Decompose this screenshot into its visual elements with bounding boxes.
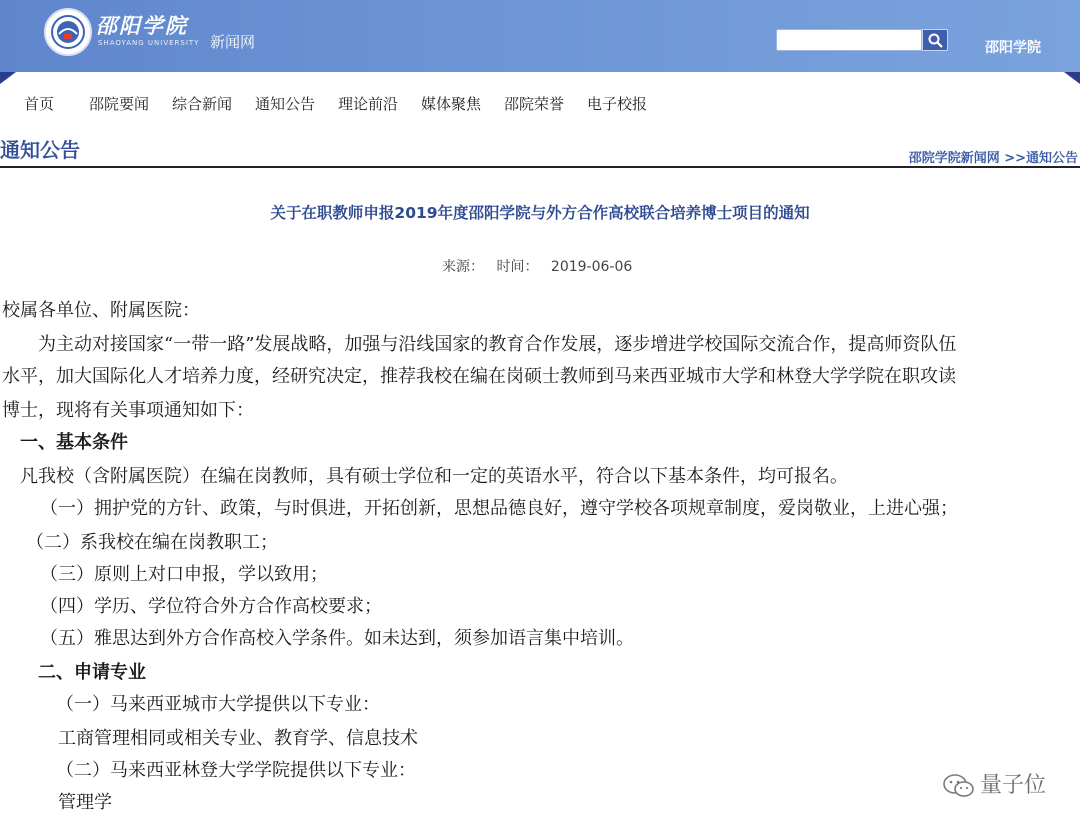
search-input[interactable] [776, 29, 922, 51]
publish-date: 2019-06-06 [550, 259, 633, 275]
breadcrumb[interactable]: 邵院学院新闻网 >>通知公告 [908, 151, 1078, 166]
search-icon [928, 33, 943, 48]
nav-item-home[interactable]: 首页 [24, 95, 55, 113]
nav-item-media[interactable]: 媒体聚焦 [421, 95, 482, 113]
section-title: 通知公告 [0, 138, 80, 162]
body-line: （一）马来西亚城市大学提供以下专业： [56, 694, 380, 715]
nav-item-main-news[interactable]: 邵院要闻 [89, 95, 150, 113]
section-heading: 二、申请专业 [38, 662, 146, 683]
nav-item-theory[interactable]: 理论前沿 [338, 95, 399, 113]
time-label: 时间： [496, 259, 539, 275]
watermark-text: 量子位 [979, 773, 1046, 798]
search-button[interactable] [922, 29, 948, 51]
body-line: 为主动对接国家“一带一路”发展战略，加强与沿线国家的教育合作发展，逐步增进学校国际交流合作，提高师资队伍 [38, 334, 957, 355]
body-line: （三）原则上对口申报，学以致用； [40, 564, 328, 585]
article-title: 关于在职教师申报2019年度邵阳学院与外方合作高校联合培养博士项目的通知 [270, 204, 810, 222]
nav-item-general-news[interactable]: 综合新闻 [172, 95, 233, 113]
source-label: 来源： [442, 259, 484, 275]
wechat-icon [942, 773, 976, 799]
body-line: 博士，现将有关事项通知如下： [2, 400, 254, 421]
body-line: （一）拥护党的方针、政策，与时俱进，开拓创新，思想品德良好，遵守学校各项规章制度，爱岗敬业，上进心强； [40, 498, 958, 519]
body-line: （二）马来西亚林登大学学院提供以下专业： [56, 760, 416, 781]
body-line: 校属各单位、附属医院： [2, 300, 200, 321]
article-meta [442, 256, 640, 276]
logo-chinese-name: 邵阳学院 [96, 13, 188, 38]
school-logo-icon[interactable] [44, 8, 92, 56]
body-line: 凡我校（含附属医院）在编在岗教师，具有硕士学位和一定的英语水平，符合以下基本条件，均可报名。 [20, 466, 848, 487]
body-line: 管理学 [58, 792, 112, 813]
logo-english-name: SHAOYANG UNIVERSITY [98, 39, 200, 47]
body-line: 工商管理相同或相关专业、教育学、信息技术 [58, 728, 418, 749]
body-line: （五）雅思达到外方合作高校入学条件。如未达到，须参加语言集中培训。 [40, 628, 634, 649]
body-line: （二）系我校在编在岗教职工； [26, 532, 278, 553]
watermark [942, 768, 1046, 799]
site-tag[interactable]: 新闻网 [210, 33, 256, 51]
body-line: 水平，加大国际化人才培养力度，经研究决定，推荐我校在编在岗硕士教师到马来西亚城市大学和林登大学学院在职攻读 [2, 366, 956, 387]
main-nav [0, 90, 1080, 116]
header-banner [0, 0, 1080, 72]
section-heading: 一、基本条件 [20, 432, 128, 453]
section-divider [0, 166, 1080, 168]
nav-item-notices[interactable]: 通知公告 [255, 95, 316, 113]
banner-corner-right [1064, 72, 1080, 84]
nav-item-honors[interactable]: 邵院荣誉 [504, 95, 565, 113]
body-line: （四）学历、学位符合外方合作高校要求； [40, 596, 382, 617]
banner-corner-left [0, 72, 16, 84]
school-name-link[interactable]: 邵阳学院 [985, 40, 1041, 56]
nav-item-e-paper[interactable]: 电子校报 [587, 95, 648, 113]
